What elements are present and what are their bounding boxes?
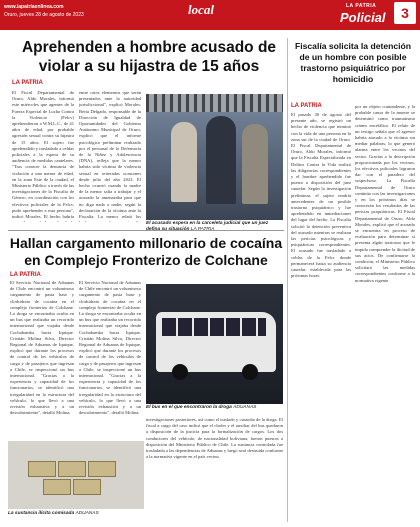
section-name: local xyxy=(188,2,214,17)
article2-kicker: LA PATRIA xyxy=(10,272,41,278)
sidebar-kicker: LA PATRIA xyxy=(291,103,322,109)
article1-kicker: LA PATRIA xyxy=(12,80,43,86)
article2-photo-caption: El bus en el que encontraron la droga ADUANAS xyxy=(146,405,257,410)
package-shape xyxy=(73,479,101,495)
cell-bars xyxy=(146,94,283,112)
article1-photo-caption: El acusado espera en la carceleta judicial que un juez xyxy=(146,221,269,226)
person-figure xyxy=(242,124,268,204)
article1-photo xyxy=(146,94,283,220)
package-shape xyxy=(43,479,71,495)
package-shape xyxy=(28,461,56,477)
article2-bus-photo xyxy=(146,284,283,404)
sidebar-column-2: por un objeto contundente, y la probable causa de la muerte se determinó como traumatismo cráneo encefálico. El relato de un testigo señala que el agresor habría atacado a la víctima sin mediar palabras, lo que generó alarma entre los vecinos del sector. Gracias a la descripción proporcionada por los vecinos, los efectivos policiales lograron dar con el paradero del sospechoso. La Fiscalía Departamental de Oruro continúa con las investigaciones y en los próximos días se conocerán los resultados de las pericias psiquiátricas. El Fiscal Departamental de Oruro, Aldo Morales, explicó que el acusado se encuentra en proceso de evaluación para determinar si presenta algún trastorno que le impida comprender la ilicitud de sus actos. De confirmarse la condición, el Ministerio Público solicitará las medidas correspondientes conforme a la normativa vigente. xyxy=(355,104,415,283)
brand-name: LA PATRIA xyxy=(346,3,377,9)
page-header xyxy=(0,0,420,30)
article-divider xyxy=(8,230,284,231)
package-shape xyxy=(58,461,86,477)
article2-column-3: investigaciones posteriores, así como el traslado y custodia de la droga. El fiscal a cargo del caso indicó que el chofer y el auxiliar del bus quedaron a disposición de la justicia para la formalización de cargos. Los dos conductores del vehículo, de nacionalidad boliviana, fueron puestos a disposición del Ministerio Público de Chile. La sustancia controlada fue trasladada a las dependencias de Aduanas y luego será destruida conforme a la normativa vigente en el país vecino. xyxy=(146,417,283,460)
article2-column-1: El Servicio Nacional de Aduanas de Chile encontró un voluminoso cargamento de pasta base y clorhidrato de cocaína en el complejo fronterizo de Colchane. La droga se encontraba oculta en un bus que realizaba un recorrido internacional que viajaba desde Cochabamba hacia Iquique. Cristián Molina Silva, Director Regional de Aduanas de Iquique, explicó que durante los procesos de control de los vehículos de carga y de pasajeros que ingresan a Chile, se inspeccionó un bus internacional. "Gracias a la experiencia y capacidad de los funcionarios, se identificó una irregularidad en la estructura del vehículo, lo que llevó a una revisión exhaustiva y a un descubrimiento", detalló Molina. xyxy=(10,280,74,416)
person-figure xyxy=(206,116,236,204)
sidebar-column-1: El pasado 30 de agosto del presente año, se registró un hecho de violencia que terminó con la vida de una persona en la zona sur de la ciudad de Oruro. El Fiscal Departamental de Oruro, Aldo Morales, informó que la Fiscalía Especializada en Delitos Contra la Vida realizó las diligencias correspondientes y el hombre aprehendido fue puesto a disposición del juez cautelar. Según la investigación preliminar, el sujeto tendría antecedentes de un posible trastorno psiquiátrico y fue aprehendido en inmediaciones del lugar del hecho. La Fiscalía solicitó la detención preventiva del acusado mientras se realizan las pericias psicológicas y psiquiátricas correspondientes. El acusado fue trasladado a celdas de la Felcc donde permanecerá hasta su audiencia cautelar, establecida para las próximas horas. xyxy=(291,112,351,279)
article1-column-1: El Fiscal Departamental de Oruro, Aldo Morales, informó este miércoles que agentes de la Fuerza Especial de Lucha Contra la Violencia (Felcv) aprehendieron a W.M.L.C., de 41 años de edad, por probable agresión sexual contra su hijastra de 15 años. El sujeto fue aprehendido y trasladado a celdas policiales a la espera de su audiencia de medidas cautelares. "Tras conocer la denuncia de violación a una menor de edad, en la zona Este de la ciudad, el Ministerio Público a través de las investigaciones de la Fiscalía de Género, en coordinación con los efectivos policiales de la Felcv, pudo aprehender a esta persona", indicó Morales. El hecho habría xyxy=(12,90,74,220)
dateline: Oruro, jueves 28 de agosto de 2023 xyxy=(4,12,84,18)
column-divider xyxy=(287,38,288,522)
article2-drugs-photo xyxy=(8,441,144,509)
bus-windows xyxy=(162,318,266,336)
page-number: 3 xyxy=(394,2,416,24)
article2-drugs-caption: La sustancia ilícita comisada ADUANAS xyxy=(8,511,99,516)
article2-column-2: El Servicio Nacional de Aduanas de Chile encontró un voluminoso cargamento de pasta base y clorhidrato de cocaína en el complejo fronterizo de Colchane. La droga se encontraba oculta en un bus que realizaba un recorrido internacional que viajaba desde Cochabamba hacia Iquique. Cristián Molina Silva, Director Regional de Aduanas de Iquique, explicó que durante los procesos de control de los vehículos de carga y de pasajeros que ingresan a Chile, se inspeccionó un bus internacional. "Gracias a la experiencia y capacidad de los funcionarios, se identificó una irregularidad en la estructura del vehículo, lo que llevó a una revisión exhaustiva y a un descubrimiento", detalló Molina. xyxy=(79,280,141,416)
article1-column-2: entre otros elementos que serán presentados ante la autoridad jurisdiccional", explicó Morales. Berta Delgado, responsable de la Dirección de Igualdad de Oportunidades del Gobierno Autónomo Municipal de Oruro, explicó que el informe psicológico preliminar realizado por el personal de la Defensoría de la Niñez y Adolescencia (DNA), refleja que la menor habría sido víctima de violencia sexual en reiteradas ocasiones desde julio del año 2023. El hecho ocurrió cuando la madre de la menor salía a trabajar y el acusado la amenazaba para que no diga nada a nadie, según la declaración de la víctima ante la Fiscalía. La menor relató los xyxy=(79,90,141,220)
package-shape xyxy=(88,461,116,477)
bus-wheel xyxy=(242,364,258,380)
person-figure xyxy=(171,122,197,202)
article2-headline: Hallan cargamento millonario de cocaína en Complejo Fronterizo de Colchane xyxy=(9,235,283,268)
website-url: www.lapatriaenlinea.com xyxy=(4,4,64,10)
sidebar-headline: Fiscalía solicita la detención de un hombre con posible trastorno psiquiátrico por homicidio xyxy=(294,41,412,84)
article1-headline: Aprehenden a hombre acusado de violar a su hijastra de 15 años xyxy=(21,39,277,75)
brand-section: Policial xyxy=(340,10,386,25)
bus-wheel xyxy=(172,364,188,380)
